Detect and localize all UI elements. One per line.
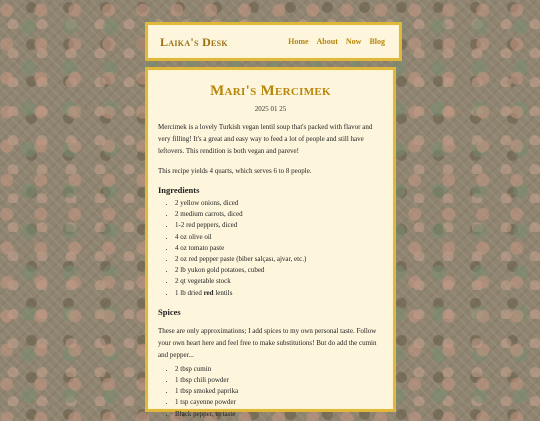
- list-item: • 1 tbsp chili powder: [175, 375, 383, 386]
- list-item: • 2 yellow onions, diced: [175, 198, 383, 209]
- post-yield: This recipe yields 4 quarts, which serves 6 to 8 people.: [158, 167, 312, 175]
- list-item: • 4 oz tomato paste: [175, 243, 383, 254]
- site-title[interactable]: Laika's Desk: [160, 35, 228, 49]
- main-nav: [288, 37, 385, 46]
- list-item: [175, 288, 383, 299]
- post-title: Mari's Mercimek: [210, 83, 331, 99]
- site-header: [145, 22, 402, 61]
- nav-link-blog[interactable]: Blog: [369, 37, 385, 46]
- post-content: [145, 67, 396, 418]
- ingredients-heading: Ingredients: [158, 185, 200, 195]
- spices-intro: These are only approximations; I add spices to my own personal taste. Follow your own heart here and feel free to make substitutions! But do add the cumin and pepper...: [158, 326, 377, 359]
- list-item: • 1 tbsp smoked paprika: [175, 386, 383, 397]
- list-item: • 2 lb yukon gold potatoes, cubed: [175, 265, 383, 276]
- post-date: 2025 01 25: [254, 105, 287, 113]
- lentils-emphasis: red: [203, 288, 214, 297]
- list-item: • 1-2 red peppers, diced: [175, 220, 383, 231]
- spices-list: [158, 364, 383, 420]
- list-item: • 4 oz olive oil: [175, 232, 383, 243]
- nav-link-about[interactable]: About: [316, 37, 338, 46]
- list-item: • 2 oz red pepper paste (biber salçası, ajvar, etc.): [175, 254, 383, 265]
- ingredients-list: [158, 198, 383, 299]
- lentils-suffix: lentils: [213, 288, 233, 297]
- list-item: • 1 tsp cayenne powder: [175, 397, 383, 408]
- post-intro: Mercimek is a lovely Turkish vegan lentil soup that's packed with flavor and very filling! It's a great and easy way to feed a lot of people and still have leftovers. This rendition is both vegan and pareve!: [158, 123, 373, 155]
- list-item: • 2 qt vegetable stock: [175, 276, 383, 287]
- spices-heading: Spices: [158, 306, 181, 317]
- list-item: • 2 medium carrots, diced: [175, 209, 383, 220]
- list-item: • 2 tbsp cumin: [175, 364, 383, 375]
- nav-link-home[interactable]: Home: [288, 37, 309, 46]
- lentils-prefix: 1 lb dried: [175, 288, 204, 297]
- nav-link-now[interactable]: Now: [345, 37, 362, 46]
- list-item: • Black pepper, to taste: [175, 409, 383, 420]
